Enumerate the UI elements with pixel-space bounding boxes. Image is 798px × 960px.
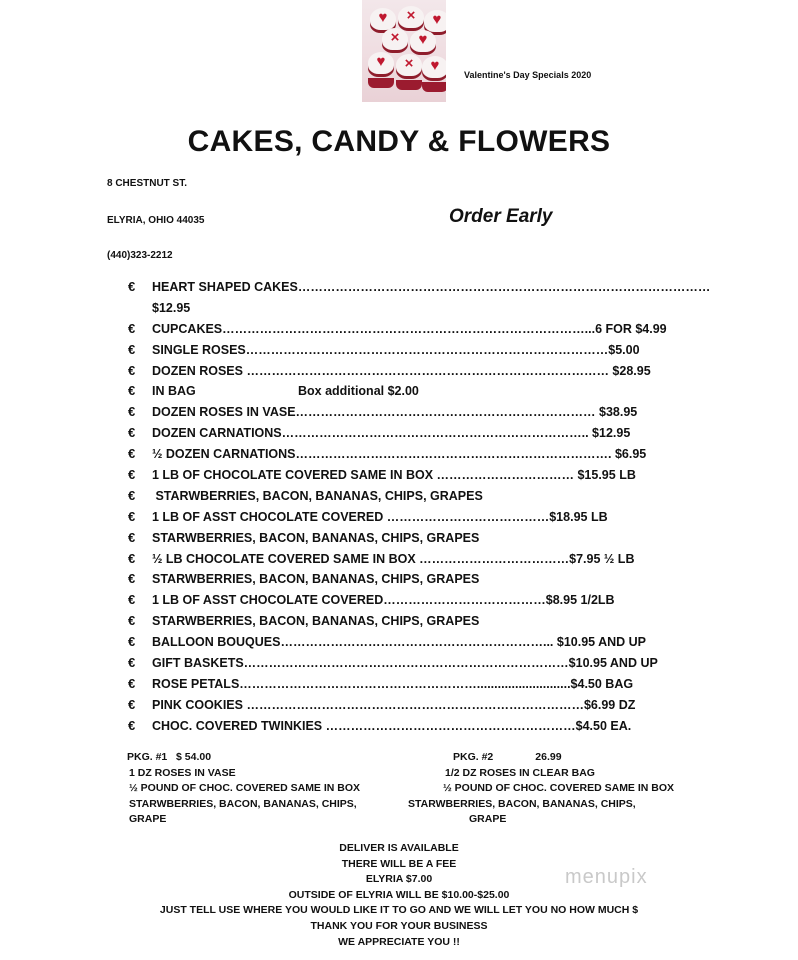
delivery-line: DELIVER IS AVAILABLE (339, 842, 459, 854)
menu-item-text: STARWBERRIES, BACON, BANANAS, CHIPS, GRAPES (152, 572, 480, 587)
order-early-note: Order Early (449, 206, 553, 227)
bullet-icon: € (128, 613, 136, 629)
menu-item-text: ½ DOZEN CARNATIONS…………………………………………………………………. $6.95 (152, 447, 647, 462)
menu-item-text: STARWBERRIES, BACON, BANANAS, CHIPS, GRAPES (152, 488, 483, 503)
phone-number: (440)323-2212 (107, 250, 173, 261)
delivery-line: OUTSIDE OF ELYRIA WILL BE $10.00-$25.00 (288, 888, 510, 901)
package-1-line: 1 DZ ROSES IN VASE (129, 766, 236, 779)
menu-item-text: 1 LB OF ASST CHOCOLATE COVERED …………………………………$18.95 LB (152, 509, 608, 524)
package-2-line: ½ POUND OF CHOC. COVERED SAME IN BOX (443, 782, 675, 794)
package-1-label: PKG. #1 (127, 751, 168, 763)
delivery-line: WE APPRECIATE YOU !! (338, 935, 460, 948)
address-city: ELYRIA, OHIO 44035 (107, 215, 205, 226)
package-2-label: PKG. #2 (453, 751, 494, 763)
bullet-icon: € (128, 508, 136, 524)
package-2-line: STARWBERRIES, BACON, BANANAS, CHIPS, (408, 797, 636, 810)
bullet-icon: € (128, 592, 136, 608)
bullet-icon: € (128, 717, 136, 733)
menu-item (128, 653, 688, 674)
watermark-logo: menupix (565, 866, 648, 888)
package-1-line: ½ POUND OF CHOC. COVERED SAME IN BOX (129, 782, 361, 794)
menu-item-text: BALLOON BOUQUES………………………………………………………... $10.95 AND UP (152, 635, 647, 650)
menu-item-text: DOZEN ROSES …………………………………………………………………………… $28.95 (152, 363, 651, 378)
bullet-icon: € (128, 341, 136, 357)
package-2 (405, 750, 680, 828)
bullet-icon: € (128, 655, 136, 671)
bullet-icon: € (128, 571, 136, 587)
menu-item-text: $12.95 (152, 300, 191, 315)
menu-items-list (128, 277, 711, 737)
menu-item (128, 277, 711, 298)
menu-item-text: STARWBERRIES, BACON, BANANAS, CHIPS, GRAPES (152, 530, 480, 545)
bullet-icon: € (128, 383, 136, 399)
menu-item-text: ½ LB CHOCOLATE COVERED SAME IN BOX ………………………………$7.95 ½ LB (152, 551, 635, 566)
menu-item (128, 381, 688, 402)
bullet-icon: € (128, 675, 136, 691)
menu-item (128, 569, 688, 590)
menu-item (128, 528, 688, 549)
menu-item (128, 319, 688, 340)
menu-item (128, 486, 688, 507)
delivery-info (0, 841, 798, 950)
package-2-line: 1/2 DZ ROSES IN CLEAR BAG (445, 766, 595, 779)
menu-item (128, 361, 688, 382)
bullet-icon: € (128, 467, 136, 483)
delivery-line: THANK YOU FOR YOUR BUSINESS (310, 919, 488, 932)
address-street: 8 CHESTNUT ST. (107, 178, 188, 189)
menu-item-text: 1 LB OF CHOCOLATE COVERED SAME IN BOX …………………………… $15.95 LB (152, 468, 636, 483)
delivery-line: THERE WILL BE A FEE (341, 857, 457, 870)
package-1 (127, 750, 360, 828)
menu-item-text: IN BAG (152, 384, 196, 399)
menu-item-text: GIFT BASKETS……………………………………………………………………$10.95 AND UP (152, 656, 658, 671)
menu-item-text: CUPCAKES……………………………………………………………………………...6 FOR $4.99 (152, 321, 667, 336)
specials-caption: Valentine's Day Specials 2020 (464, 70, 592, 80)
menu-item (128, 340, 688, 361)
menu-item-text: 1 LB OF ASST CHOCOLATE COVERED…………………………………$8.95 1/2LB (152, 593, 615, 608)
package-1-price: $ 54.00 (176, 751, 212, 763)
bullet-icon: € (128, 362, 136, 378)
menu-item (128, 674, 688, 695)
bullet-icon: € (128, 446, 136, 462)
menu-item-text: CHOC. COVERED TWINKIES ……………………………………………………$4.50 EA. (152, 718, 632, 733)
menu-item-text: HEART SHAPED CAKES……………………………………………………………………………………… (152, 280, 711, 294)
package-2-price: 26.99 (535, 751, 562, 763)
bullet-icon: € (128, 550, 136, 566)
menu-item (128, 590, 688, 611)
menu-item-text: PINK COOKIES ………………………………………………………………………$6.99 DZ (152, 697, 636, 712)
bullet-icon: € (128, 425, 136, 441)
menu-item (128, 549, 688, 570)
package-1-line: STARWBERRIES, BACON, BANANAS, CHIPS, (129, 797, 357, 810)
delivery-line: JUST TELL USE WHERE YOU WOULD LIKE IT TO GO AND WE WILL LET YOU NO HOW MUCH $ (159, 904, 639, 917)
package-1-line: GRAPE (129, 813, 167, 825)
bullet-icon: € (128, 634, 136, 650)
menu-item (128, 695, 688, 716)
menu-item (128, 423, 688, 444)
bullet-icon: € (128, 279, 136, 294)
menu-item (128, 298, 688, 319)
page-title: CAKES, CANDY & FLOWERS (187, 125, 611, 158)
bullet-icon: € (128, 529, 136, 545)
menu-item (128, 632, 688, 653)
menu-item (128, 402, 688, 423)
bullet-icon: € (128, 696, 136, 712)
menu-item (128, 465, 688, 486)
bullet-icon: € (128, 320, 136, 336)
menu-item (128, 444, 688, 465)
menu-item-text: STARWBERRIES, BACON, BANANAS, CHIPS, GRAPES (152, 614, 480, 629)
menu-item-text: DOZEN ROSES IN VASE……………………………………………………………… $38.95 (152, 405, 638, 420)
package-2-line: GRAPE (469, 813, 507, 825)
menu-item (128, 611, 688, 632)
bullet-icon: € (128, 487, 136, 503)
bullet-icon: € (128, 404, 136, 420)
menu-item (128, 716, 688, 737)
menu-item-text: ROSE PETALS…………………………………………………...........................$4.50 BAG (152, 676, 634, 691)
delivery-line: ELYRIA $7.00 (365, 873, 433, 886)
menu-item-extra: Box additional $2.00 (298, 384, 419, 399)
cupcakes-photo: ♥ × ♥ × ♥ ♥ × ♥ (362, 0, 446, 102)
menu-item (128, 507, 688, 528)
menu-item-text: DOZEN CARNATIONS……………………………………………………………….. $12.95 (152, 426, 631, 441)
menu-item-text: SINGLE ROSES……………………………………………………………………………$5.00 (152, 342, 640, 357)
